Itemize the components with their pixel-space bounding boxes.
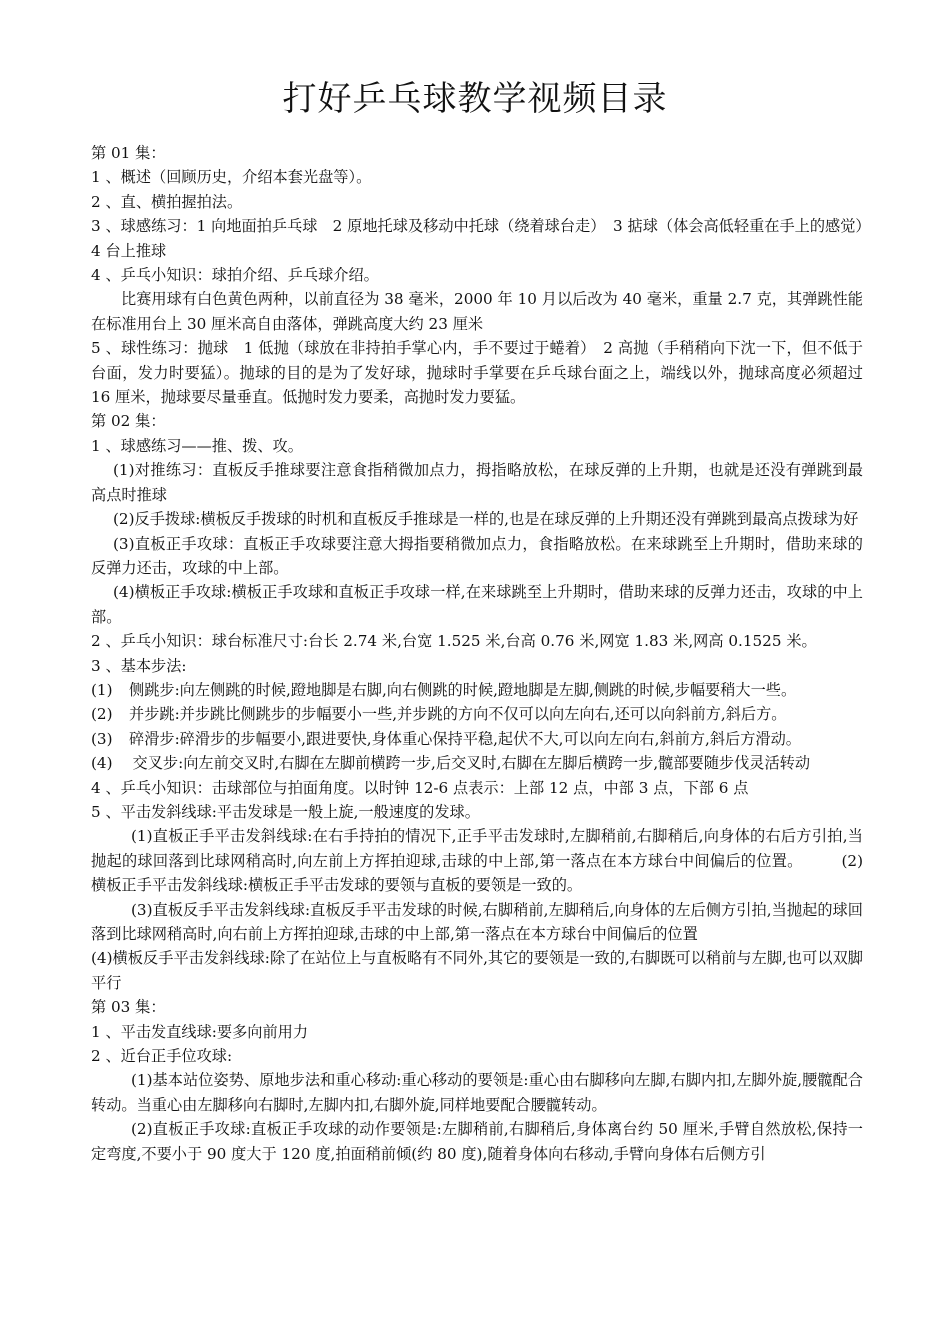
text-line: (4)横板正手攻球:横板正手攻球和直板正手攻球一样,在来球跳至上升期时，借助来球的反弹力还击，攻球的中上部。	[91, 583, 863, 626]
page-title: 打好乒乓球教学视频目录	[282, 79, 668, 119]
text-line: 2 、近台正手位攻球:	[91, 1047, 233, 1066]
text-line: 1 、球感练习——推、拨、攻。	[91, 436, 303, 455]
text-line: 5 、平击发斜线球:平击发球是一般上旋,一般速度的发球。	[91, 802, 480, 821]
step-item	[91, 727, 863, 751]
text-line: 3 、基本步法:	[91, 656, 187, 675]
text-line: 比赛用球有白色黄色两种，以前直径为 38 毫米，2000 年 10 月以后改为 40 毫米，重量 2.7 克，其弹跳性能在标准用台上 30 厘米高自由落体，弹跳高度大约 23 厘米	[91, 290, 863, 333]
step-number: (2)	[91, 705, 113, 724]
text-line: (3)直板反手平击发斜线球:直板反手平击发球的时候,右脚稍前,左脚稍后,向身体的左后侧方引拍,当抛起的球回落到比球网稍高时,向右前上方挥拍迎球,击球的中上部,第一落点在本方球台中间偏后的位置	[91, 900, 863, 943]
step-item	[91, 702, 863, 726]
text-line: 3 、球感练习：1 向地面拍乒乓球 2 原地托球及移动中托球（绕着球台走） 3 掂球（体会高低轻重在手上的感觉） 4 台上推球	[91, 217, 879, 260]
step-text: 碎滑步:碎滑步的步幅要小,跟进要快,身体重心保持平稳,起伏不大,可以向左向右,斜前方,斜后方滑动。	[129, 729, 801, 748]
step-number: (1)	[91, 680, 113, 699]
text-line: 4 、乒乓小知识：击球部位与拍面角度。以时钟 12-6 点表示：上部 12 点，中部 3 点，下部 6 点	[91, 778, 749, 797]
text-line: 第 01 集：	[91, 144, 166, 162]
text-line: (3)直板正手攻球：直板正手攻球要注意大拇指要稍微加点力，食指略放松。在来球跳至上升期时，借助来球的反弹力还击，攻球的中上部。	[91, 534, 863, 577]
text-line: (4)横板反手平击发斜线球:除了在站位上与直板略有不同外,其它的要领是一致的,右脚既可以稍前与左脚,也可以双脚平行	[91, 949, 863, 992]
text-line: 第 03 集：	[91, 998, 166, 1017]
text-line: (4) 交叉步:向左前交叉时,右脚在左脚前横跨一步,后交叉时,右脚在左脚后横跨一步,髋部要随步伐灵活转动	[91, 754, 811, 773]
text-line: (1)对推练习：直板反手推球要注意食指稍微加点力，拇指略放松，在球反弹的上升期，也就是还没有弹跳到最高点时推球	[91, 461, 863, 504]
text-line: 第 02 集：	[91, 412, 166, 431]
document-body	[91, 141, 879, 1166]
text-line: 5 、球性练习：抛球 1 低抛（球放在非持拍手掌心内，手不要过于蜷着） 2 高抛（手稍稍向下沈一下，但不低于台面，发力时要猛）。抛球的目的是为了发好球，抛球时手掌要在乒乓球台面之上，端线以外，抛球高度必须超过 16 厘米，抛球要尽量垂直。低抛时发力要柔，高抛时发力要猛。	[91, 339, 863, 407]
text-line: 4 、乒乓小知识：球拍介绍、乒乓球介绍。	[91, 266, 379, 285]
step-item	[91, 678, 863, 702]
text-line: 2 、乒乓小知识：球台标准尺寸:台长 2.74 米,台宽 1.525 米,台高 0.76 米,网宽 1.83 米,网高 0.1525 米。	[91, 632, 817, 651]
text-line: (1)基本站位姿势、原地步法和重心移动:重心移动的要领是:重心由右脚移向左脚,右脚内扣,左脚外旋,腰髋配合转动。当重心由左脚移向右脚时,左脚内扣,右脚外旋,同样地要配合腰髋转动。	[91, 1071, 863, 1114]
step-number: (3)	[91, 729, 113, 748]
text-line: (2)反手拨球:横板反手拨球的时机和直板反手推球是一样的,也是在球反弹的上升期还没有弹跳到最高点拨球为好	[113, 510, 859, 529]
text-line: 1 、概述（回顾历史，介绍本套光盘等）。	[91, 168, 372, 187]
text-line: (2)直板正手攻球:直板正手攻球的动作要领是:左脚稍前,右脚稍后,身体离台约 50 厘米,手臂自然放松,保持一定弯度,不要小于 90 度大于 120 度,拍面稍前倾(约 80 度),随着身体向右移动,手臂向身体右后侧方引	[91, 1120, 863, 1163]
text-line: 1 、平击发直线球:要多向前用力	[91, 1022, 309, 1041]
text-line: 2 、直、横拍握拍法。	[91, 192, 243, 211]
text-line: (1)直板正手平击发斜线球:在右手持拍的情况下,正手平击发球时,左脚稍前,右脚稍后,向身体的右后方引拍,当抛起的球回落到比球网稍高时,向左前上方挥拍迎球,击球的中上部,第一落点在本方球台中间偏后的位置。 (2)横板正手平击发斜线球:横板正手平击发球的要领与直板的要领是一致的。	[91, 827, 863, 895]
step-text: 并步跳:并步跳比侧跳步的步幅要小一些,并步跳的方向不仅可以向左向右,还可以向斜前方,斜后方。	[129, 705, 787, 724]
step-text: 侧跳步:向左侧跳的时候,蹬地脚是右脚,向右侧跳的时候,蹬地脚是左脚,侧跳的时候,步幅要稍大一些。	[129, 680, 797, 699]
